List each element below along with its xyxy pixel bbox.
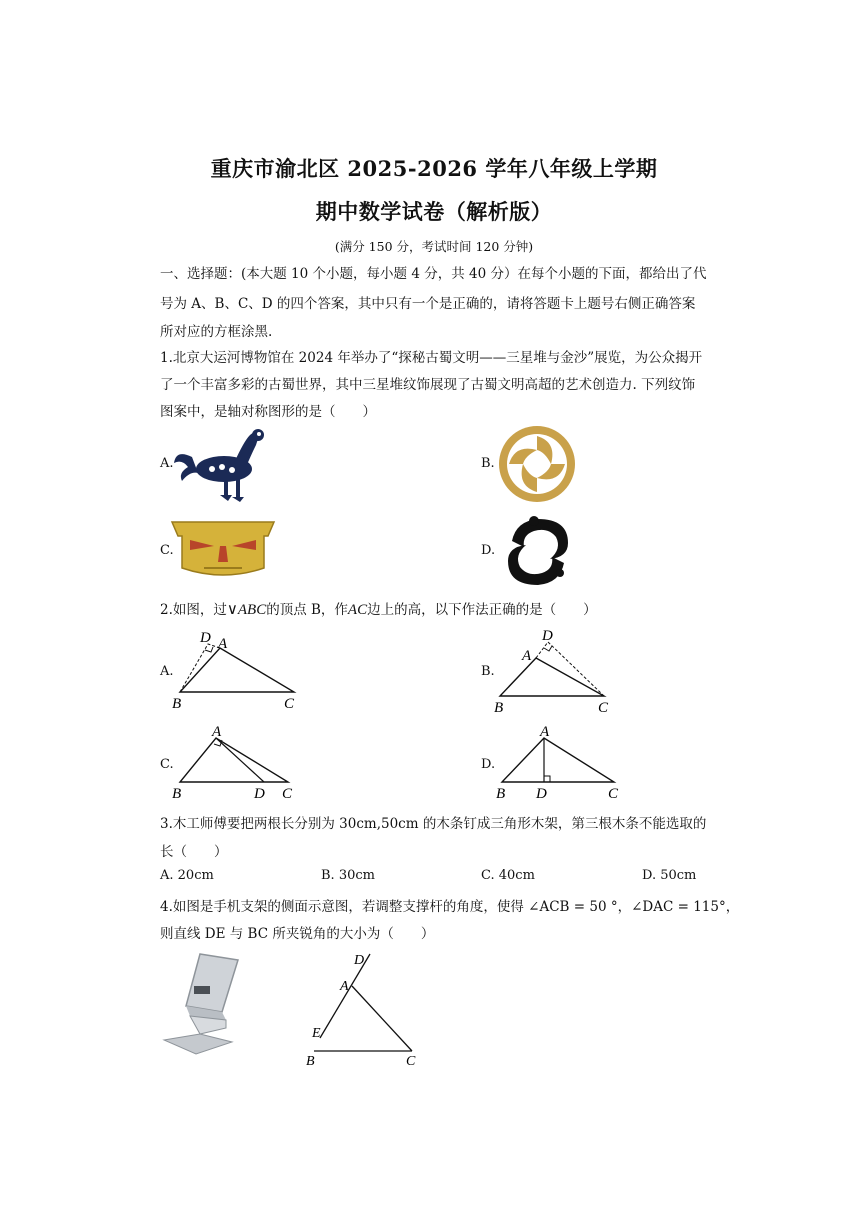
bronze-mask-image: [170, 518, 276, 582]
q2-option-c-label: C.: [160, 757, 174, 772]
q2-triangle-name: ∨ABC: [226, 602, 267, 618]
section1-line2: 号为 A、B、C、D 的四个答案，其中只有一个是正确的，请将答题卡上题号右侧正确答案: [160, 296, 696, 312]
q2c-point-b: B: [172, 786, 182, 802]
q2b-point-c: C: [598, 700, 609, 716]
q4-point-e: E: [312, 1026, 321, 1041]
dragon-pattern-image: [498, 513, 578, 589]
q2b-point-d: D: [542, 628, 553, 644]
q4-point-b: B: [306, 1054, 315, 1068]
q1-option-a-label: A.: [160, 456, 174, 471]
q2-option-a-label: A.: [160, 664, 174, 679]
q2-figure-d: [492, 722, 624, 804]
q4-point-d: D: [354, 953, 365, 968]
q2d-point-a: A: [540, 724, 550, 740]
q3-line2: 长（ ）: [160, 844, 228, 860]
phone-stand-image: [160, 950, 246, 1060]
q2c-point-a: A: [212, 724, 222, 740]
section1-line1: 一、选择题：(本大题 10 个小题，每小题 4 分，共 40 分）在每个小题的下面，都给出了代: [160, 266, 707, 282]
q2a-point-d: D: [200, 630, 211, 646]
q3-option-a: A. 20cm: [160, 868, 214, 883]
q1-option-d-label: D.: [481, 543, 496, 558]
q2-option-b-label: B.: [481, 664, 495, 679]
q2c-point-c: C: [282, 786, 293, 802]
q3-line1: 3.木工师傅要把两根长分别为 30cm,50cm 的木条钉成三角形木架，第三根木条不能选取的: [160, 816, 707, 832]
q2a-point-b: B: [172, 696, 182, 712]
q2a-point-a: A: [218, 636, 228, 652]
gold-sun-disc-image: [497, 424, 577, 504]
q4-point-a: A: [340, 979, 349, 994]
q2-stem-part: 的顶点 B，作: [266, 602, 348, 618]
paper-title-line1: 重庆市渝北区 2025-2026 学年八年级上学期: [210, 156, 658, 181]
q1-line2: 了一个丰富多彩的古蜀世界，其中三星堆纹饰展现了古蜀文明高超的艺术创造力. 下列纹饰: [160, 377, 696, 393]
q1-line1: 1.北京大运河博物馆在 2024 年举办了“探秘古蜀文明——三星堆与金沙”展览，为公众揭开: [160, 350, 703, 366]
q2a-point-c: C: [284, 696, 295, 712]
paper-title-line2: 期中数学试卷（解析版）: [315, 199, 553, 224]
q2c-point-d: D: [254, 786, 265, 802]
q2b-point-a: A: [522, 648, 532, 664]
q2-stem-part: 边上的高，以下作法正确的是（ ）: [367, 602, 597, 618]
q2-option-d-label: D.: [481, 757, 496, 772]
q3-option-d: D. 50cm: [642, 868, 697, 883]
q2b-point-b: B: [494, 700, 504, 716]
q2-figure-b: [492, 624, 622, 716]
q2d-point-b: B: [496, 786, 506, 802]
exam-note: (满分 150 分，考试时间 120 分钟): [334, 239, 534, 254]
q3-option-c: C. 40cm: [481, 868, 535, 883]
q1-option-c-label: C.: [160, 543, 174, 558]
q1-line3: 图案中，是轴对称图形的是（ ）: [160, 404, 376, 420]
q2-side-name: AC: [347, 602, 368, 618]
q3-option-b: B. 30cm: [321, 868, 375, 883]
bird-pattern-image: [172, 423, 272, 503]
q1-option-b-label: B.: [481, 456, 495, 471]
section1-line3: 所对应的方框涂黑.: [160, 324, 273, 340]
q2-figure-a: [170, 622, 310, 714]
q2-figure-c: [170, 722, 310, 804]
q4-line1: 4.如图是手机支架的侧面示意图，若调整支撑杆的角度，使得 ∠ACB = 50 °，∠DAC = 115°，: [160, 899, 740, 915]
q2d-point-d: D: [536, 786, 547, 802]
q2-stem-part: 2.如图，过: [160, 602, 227, 618]
q2-stem: [160, 598, 597, 619]
q2d-point-c: C: [608, 786, 619, 802]
q4-point-c: C: [406, 1054, 416, 1068]
q4-line2: 则直线 DE 与 BC 所夹锐角的大小为（ ）: [160, 926, 435, 942]
q4-figure: [300, 948, 430, 1068]
